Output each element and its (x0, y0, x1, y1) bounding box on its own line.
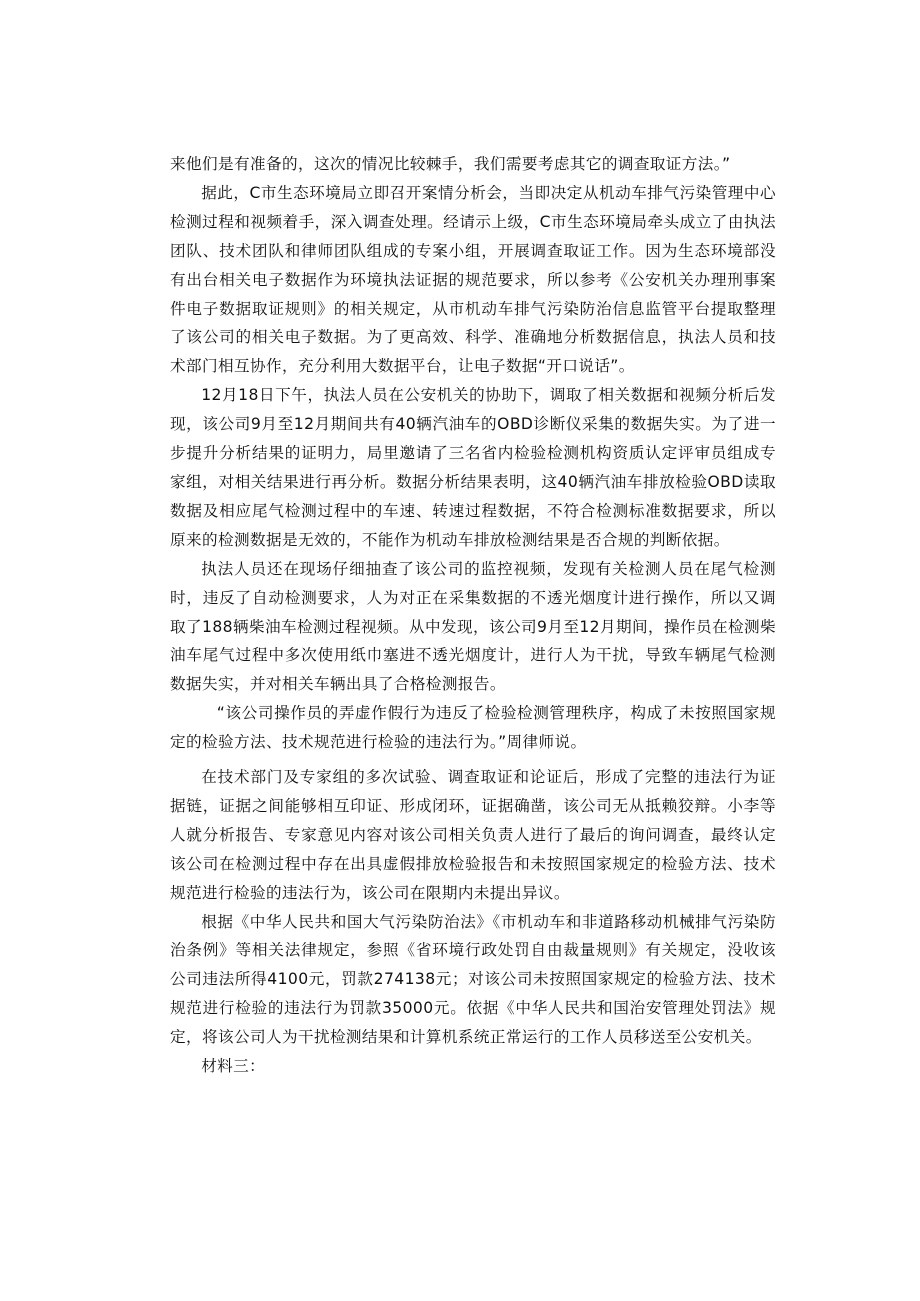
paragraph-evidence-chain: 在技术部门及专家组的多次试验、调查取证和论证后，形成了完整的违法行为证据链，证据之间能够相互印证、形成闭环，证据确凿，该公司无从抵赖狡辩。小李等人就分析报告、专家意见内容对该公司相关负责人进行了最后的询问调查，最终认定该公司在检测过程中存在出具虚假排放检验报告和未按照国家规定的检验方法、技术规范进行检验的违法行为，该公司在限期内未提出异议。 (170, 768, 776, 902)
paragraph-penalty: 根据《中华人民共和国大气污染防治法》《市机动车和非道路移动机械排气污染防治条例》等相关法律规定，参照《省环境行政处罚自由裁量规则》有关规定，没收该公司违法所得4100元，罚款274138元；对该公司未按照国家规定的检验方法、技术规范进行检验的违法行为罚款35000元。依据《中华人民共和国治安管理处罚法》规定，将该公司人为干扰检测结果和计算机系统正常运行的工作人员移送至公安机关。 (170, 912, 776, 1047)
paragraph-material-three-heading: 材料三： (201, 1057, 266, 1076)
paragraph-lawyer-quote: “该公司操作员的弄虚作假行为违反了检验检测管理秩序，构成了未按照国家规定的检验方法、技术规范进行检验的违法行为。”周律师说。 (170, 704, 776, 752)
paragraph-case-meeting: 据此，C市生态环境局立即召开案情分析会，当即决定从机动车排气污染管理中心检测过程和视频着手，深入调查处理。经请示上级，C市生态环境局牵头成立了由执法团队、技术团队和律师团队组成的专案小组，开展调查取证工作。因为生态环境部没有出台相关电子数据作为环境执法证据的规范要求，所以参考《公安机关办理刑事案件电子数据取证规则》的相关规定，从市机动车排气污染防治信息监管平台提取整理了该公司的相关电子数据。为了更高效、科学、准确地分析数据信息，执法人员和技术部门相互协作，充分利用大数据平台，让电子数据“开口说话”。 (170, 183, 776, 376)
paragraph-data-analysis: 12月18日下午，执法人员在公安机关的协助下，调取了相关数据和视频分析后发现，该公司9月至12月期间共有40辆汽油车的OBD诊断仪采集的数据失实。为了进一步提升分析结果的证明力，局里邀请了三名省内检验检测机构资质认定评审员组成专家组，对相关结果进行再分析。数据分析结果表明，这40辆汽油车排放检验OBD读取数据及相应尾气检测过程中的车速、转速过程数据，不符合检测标准数据要求，所以原来的检测数据是无效的，不能作为机动车排放检测结果是否合规的判断依据。 (170, 386, 776, 549)
paragraph-video-inspection: 执法人员还在现场仔细抽查了该公司的监控视频，发现有关检测人员在尾气检测时，违反了自动检测要求，人为对正在采集数据的不透光烟度计进行操作，所以又调取了188辆柴油车检测过程视频。从中发现，该公司9月至12月期间，操作员在检测柴油车尾气过程中多次使用纸巾塞进不透光烟度计，进行人为干扰，导致车辆尾气检测数据失实，并对相关车辆出具了合格检测报告。 (170, 559, 776, 694)
paragraph-quote-ending: 来他们是有准备的，这次的情况比较棘手，我们需要考虑其它的调查取证方法。” (170, 155, 731, 173)
document-body (170, 150, 776, 1081)
